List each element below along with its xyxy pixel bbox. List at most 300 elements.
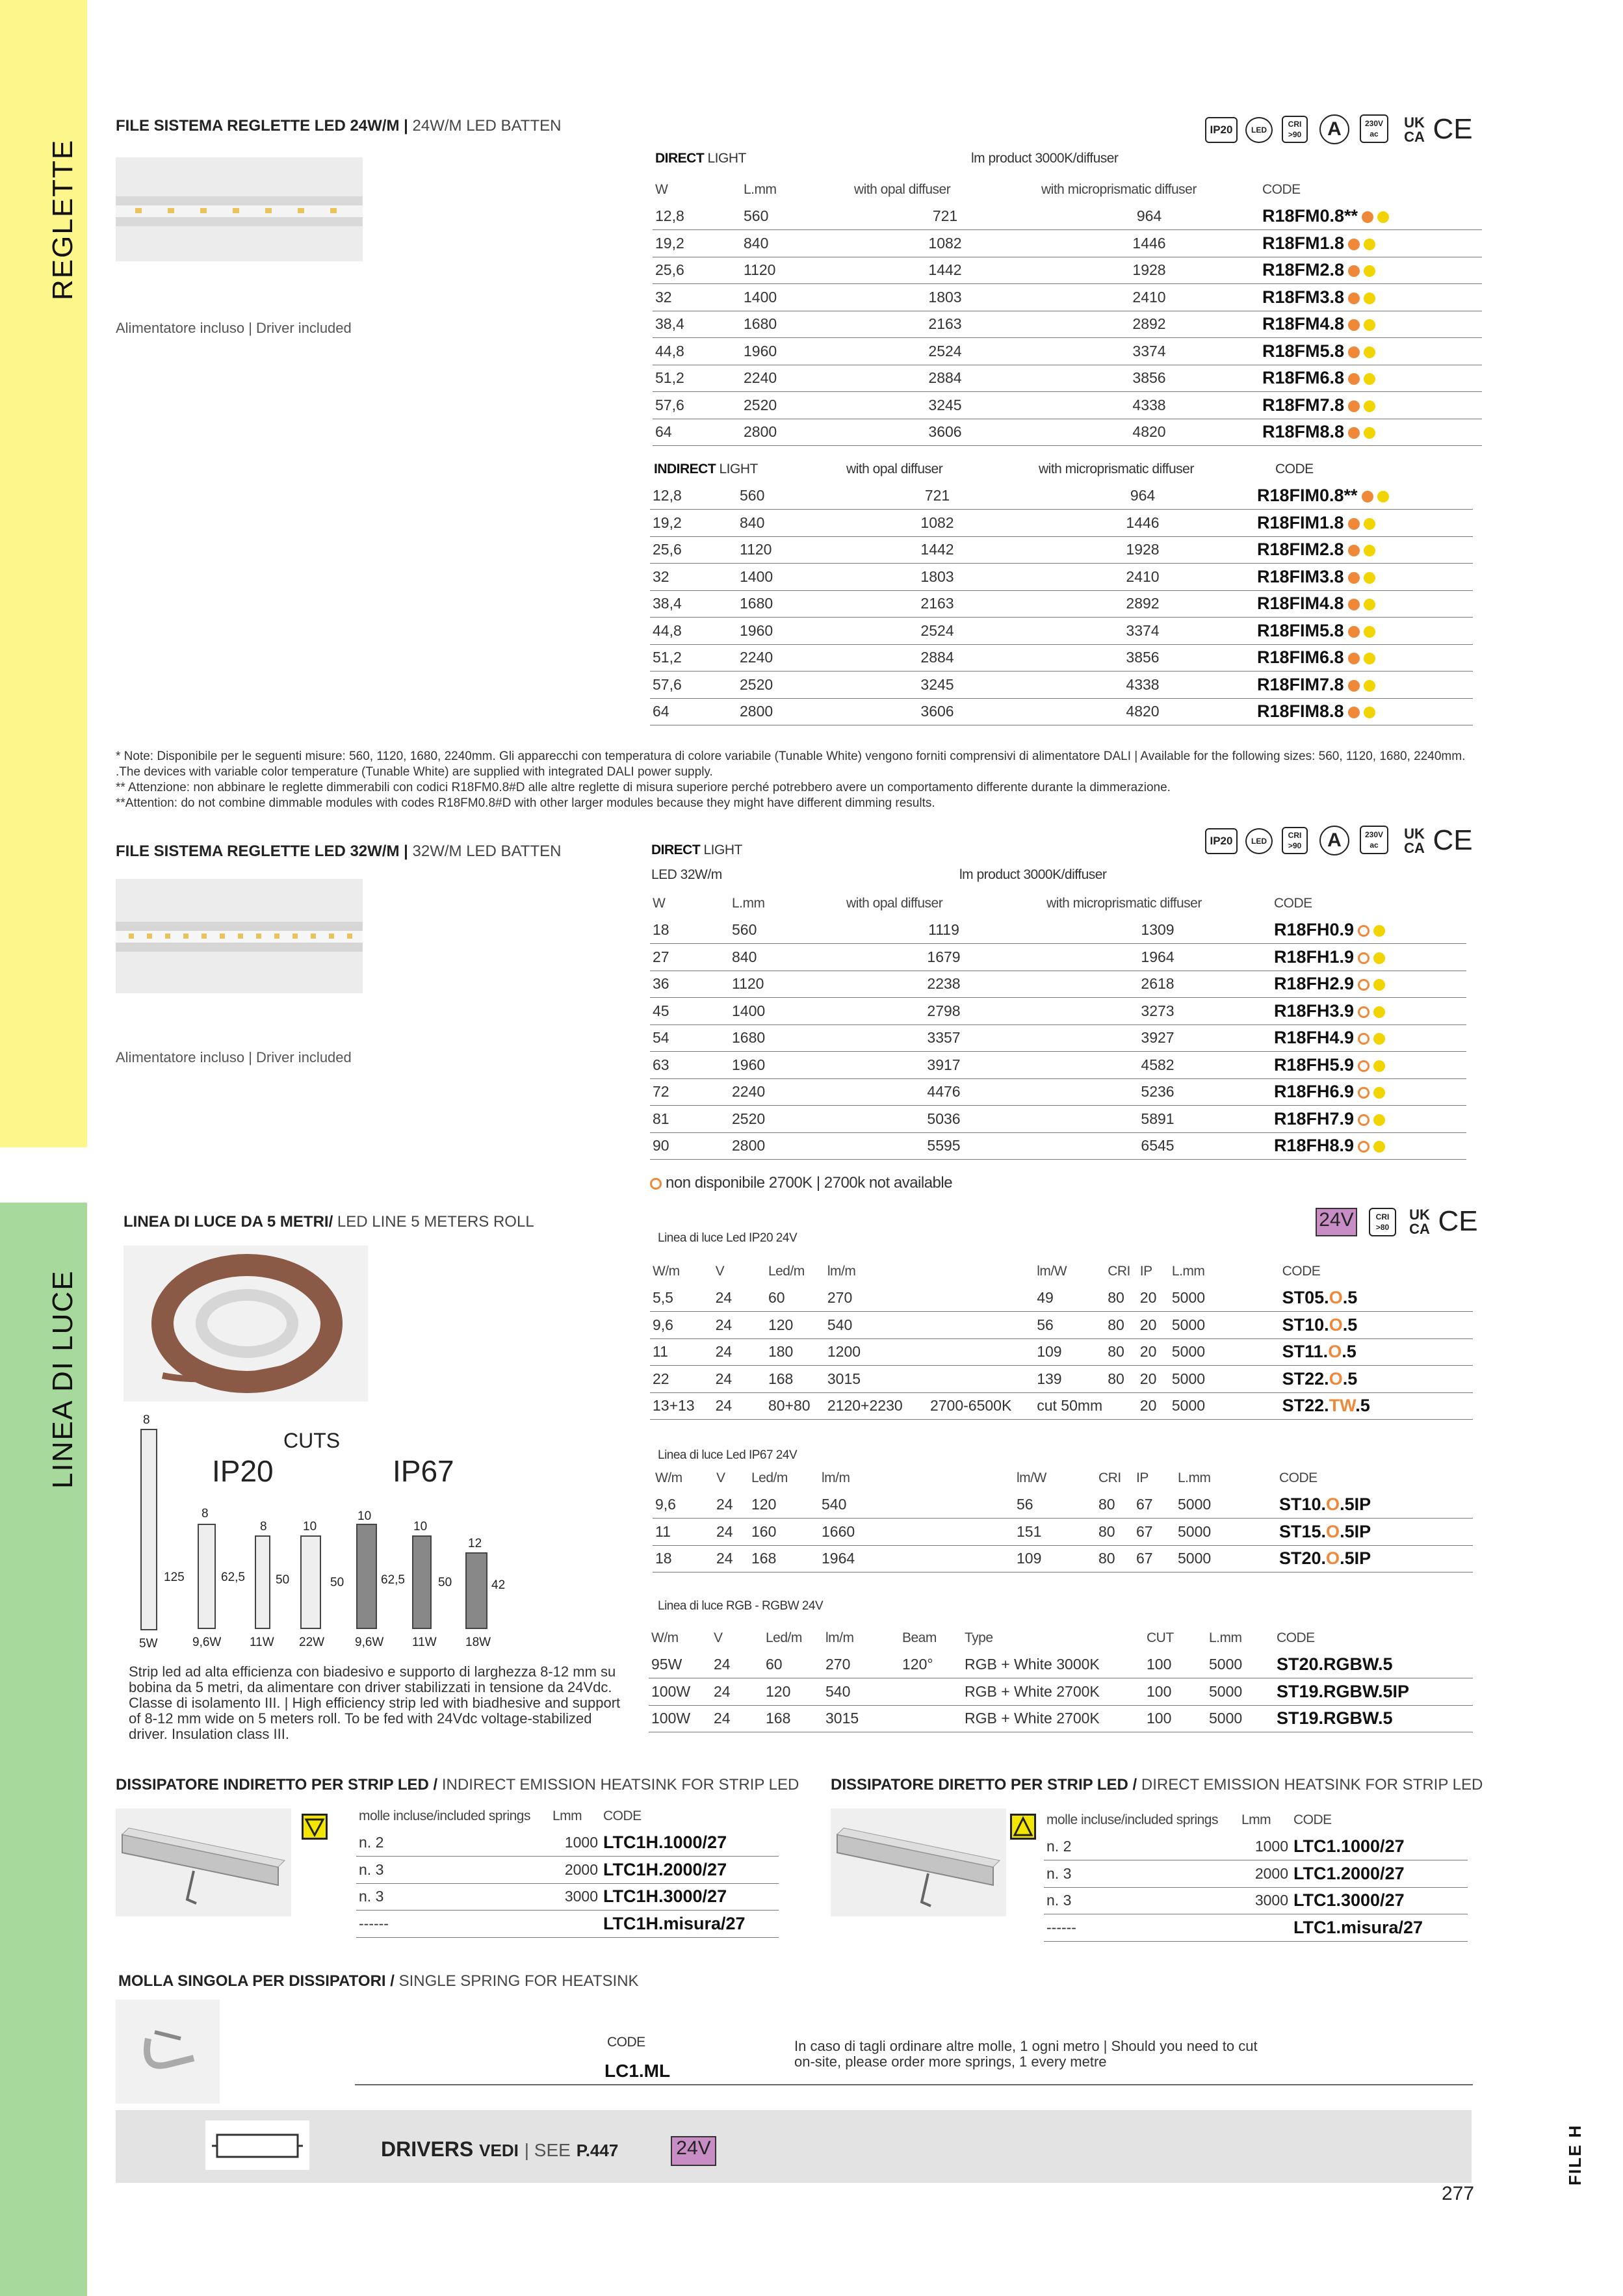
section1-direct-label: DIRECT LIGHT bbox=[655, 151, 746, 166]
cell-value: ------ bbox=[1046, 1918, 1076, 1936]
product-code: LTC1.misura/27 bbox=[1293, 1917, 1423, 1937]
cell-value: 2520 bbox=[744, 396, 777, 413]
cut-strip-18w-ip67 bbox=[465, 1552, 487, 1629]
cell-value: 5000 bbox=[1171, 1370, 1206, 1387]
cell-value: 5000 bbox=[1178, 1550, 1212, 1567]
cell-value: 80 bbox=[1108, 1316, 1124, 1333]
cell-value: RGB + White 2700K bbox=[965, 1710, 1100, 1727]
spring-image bbox=[116, 2000, 220, 2104]
cell-value: 27 bbox=[653, 948, 669, 965]
badge-ukca: UK CA bbox=[1404, 114, 1425, 145]
cell-value: 18 bbox=[653, 921, 669, 938]
cell-value: 25,6 bbox=[653, 541, 682, 558]
column-header: CODE bbox=[1277, 1630, 1315, 1645]
cell-value: 80 bbox=[1108, 1370, 1124, 1387]
hs-r-col-code: CODE bbox=[1293, 1812, 1332, 1827]
cell-value: 5,5 bbox=[653, 1289, 673, 1306]
cell-value: 560 bbox=[732, 921, 757, 938]
cell-value: 11 bbox=[655, 1522, 671, 1540]
circle-icon bbox=[1373, 925, 1385, 937]
cell-value: 540 bbox=[822, 1496, 847, 1513]
cut-length-j: 50 bbox=[276, 1573, 290, 1587]
circle-icon bbox=[1348, 680, 1360, 692]
cell-value: 160 bbox=[751, 1522, 777, 1540]
t2-label: Linea di luce Led IP67 24V bbox=[658, 1448, 798, 1462]
circle-icon bbox=[1364, 572, 1375, 584]
cut-width-c: 8 bbox=[260, 1520, 267, 1533]
cell-value: 3374 bbox=[1132, 342, 1166, 359]
cell-value: ------ bbox=[359, 1914, 389, 1932]
cell-value: 63 bbox=[653, 1056, 669, 1073]
circle-icon bbox=[1348, 400, 1360, 412]
cell-value: 3015 bbox=[827, 1370, 861, 1387]
cell-value: 6545 bbox=[1141, 1137, 1175, 1155]
section1-indirect-label: INDIRECT LIGHT bbox=[654, 462, 758, 476]
col-micro: with microprismatic diffuser bbox=[1041, 182, 1197, 197]
product-code: ST19.RGBW.5IP bbox=[1277, 1681, 1410, 1701]
product-code: R18FH7.9 bbox=[1274, 1108, 1355, 1128]
product-code-suffix: .5IP bbox=[1340, 1494, 1371, 1514]
cell-value: 3245 bbox=[928, 396, 962, 413]
cell-value: 57,6 bbox=[655, 396, 684, 413]
cell-value: 1960 bbox=[732, 1056, 766, 1073]
cell-value: 44,8 bbox=[655, 342, 684, 359]
cell-value: 3856 bbox=[1132, 369, 1166, 387]
circle-icon bbox=[1364, 239, 1375, 250]
badge-230v: 230V ac bbox=[1360, 114, 1388, 143]
cell-value: 20 bbox=[1139, 1316, 1157, 1333]
column-header: W/m bbox=[653, 1264, 680, 1279]
cell-value: 2618 bbox=[1141, 975, 1175, 993]
spring-code-header: CODE bbox=[607, 2035, 645, 2050]
cut-width-a: 8 bbox=[143, 1413, 150, 1427]
cell-value: 64 bbox=[653, 703, 669, 720]
cell-value: 1119 bbox=[928, 921, 959, 938]
drivers-page: P.447 bbox=[576, 2141, 619, 2160]
cell-value: 1400 bbox=[740, 567, 773, 585]
cell-value: 1680 bbox=[732, 1029, 766, 1047]
table-row bbox=[650, 482, 1473, 510]
cuts-title: CUTS bbox=[283, 1429, 341, 1452]
cell-value: RGB + White 3000K bbox=[965, 1656, 1100, 1673]
cell-value: 2892 bbox=[1132, 315, 1166, 333]
drivers-title: DRIVERS bbox=[381, 2137, 474, 2161]
cell-value: 5000 bbox=[1209, 1682, 1243, 1700]
cell-value: 51,2 bbox=[655, 369, 684, 387]
product-code: R18FH5.9 bbox=[1274, 1054, 1355, 1075]
table-row bbox=[650, 672, 1473, 699]
cut-strip-9-6w bbox=[198, 1524, 216, 1629]
badge-ukca-2: UK CA bbox=[1404, 826, 1425, 856]
led-roll-image bbox=[123, 1246, 368, 1402]
cell-value: 1082 bbox=[920, 514, 954, 531]
product-code: LTC1H.2000/27 bbox=[603, 1859, 727, 1879]
cell-value: 120 bbox=[766, 1682, 791, 1700]
sidebar-label-linea: LINEA DI LUCE bbox=[47, 1270, 79, 1489]
rgb-strip-table bbox=[649, 1625, 1473, 1732]
cell-value: 168 bbox=[751, 1550, 777, 1567]
cell-value: 721 bbox=[932, 207, 958, 224]
cell-value: 1803 bbox=[920, 567, 954, 585]
cell-value: 24 bbox=[714, 1710, 731, 1727]
hs-r-col-springs: molle incluse/included springs bbox=[1046, 1812, 1218, 1827]
table-row bbox=[653, 1545, 1473, 1572]
table-row bbox=[653, 1491, 1473, 1519]
table-row bbox=[653, 257, 1482, 284]
cell-value: 80 bbox=[1098, 1522, 1115, 1540]
cell-value: 4338 bbox=[1132, 396, 1166, 413]
cut-length-i: 62,5 bbox=[221, 1571, 245, 1584]
cell-value: 100W bbox=[651, 1682, 691, 1700]
product-code: R18FIM2.8 bbox=[1257, 540, 1344, 560]
cut-watt-7: 18W bbox=[465, 1636, 491, 1649]
ip67-label: IP67 bbox=[393, 1454, 454, 1488]
product-code: R18FM5.8 bbox=[1262, 341, 1345, 361]
cell-value: n. 3 bbox=[359, 1860, 384, 1878]
column-header: W/m bbox=[655, 1470, 682, 1485]
cell-value: 840 bbox=[744, 234, 769, 252]
circle-icon bbox=[1373, 1114, 1385, 1126]
badge-ip20-2: IP20 bbox=[1205, 828, 1238, 854]
cut-watt-1: 5W bbox=[139, 1637, 158, 1650]
cell-value: 3357 bbox=[927, 1029, 961, 1047]
cell-value: 540 bbox=[825, 1682, 851, 1700]
cell-value: 3927 bbox=[1141, 1029, 1175, 1047]
color-placeholder: O bbox=[1326, 1521, 1340, 1541]
column-header: CODE bbox=[1279, 1470, 1318, 1485]
cell-value: 1928 bbox=[1126, 541, 1160, 558]
cell-value: 1960 bbox=[744, 342, 777, 359]
cell-value: 67 bbox=[1136, 1550, 1153, 1567]
cut-watt-6: 11W bbox=[412, 1636, 437, 1649]
cut-length-h: 125 bbox=[164, 1571, 185, 1584]
product-code: R18FH1.9 bbox=[1274, 946, 1355, 967]
cell-value: 1680 bbox=[744, 315, 777, 333]
table-row bbox=[650, 644, 1473, 672]
cell-value: 2520 bbox=[740, 675, 773, 693]
cell-value: 56 bbox=[1017, 1496, 1033, 1513]
cell-value: 1679 bbox=[927, 948, 961, 965]
product-code: ST20.RGBW.5 bbox=[1277, 1654, 1393, 1674]
cell-value: 840 bbox=[732, 948, 757, 965]
cell-value: 57,6 bbox=[653, 675, 682, 693]
circle-icon bbox=[1364, 707, 1375, 718]
column-header: lm/W bbox=[1037, 1264, 1067, 1279]
cell-value: 1082 bbox=[928, 234, 962, 252]
cell-value: 2410 bbox=[1132, 288, 1166, 306]
s2-col-code: CODE bbox=[1274, 896, 1312, 911]
cell-value: 4338 bbox=[1126, 675, 1160, 693]
cell-value: 24 bbox=[716, 1550, 733, 1567]
s2-col-lmm: L.mm bbox=[732, 896, 765, 911]
badge-230v-2: 230V ac bbox=[1360, 826, 1388, 854]
cell-value: n. 3 bbox=[1046, 1892, 1072, 1909]
cell-value: 1200 bbox=[827, 1343, 861, 1361]
cell-value: 36 bbox=[653, 975, 669, 993]
product-code: R18FH4.9 bbox=[1274, 1028, 1355, 1048]
driver-icon bbox=[205, 2120, 309, 2170]
table-row bbox=[653, 1519, 1473, 1546]
cell-value: 12,8 bbox=[653, 487, 682, 504]
color-placeholder: O bbox=[1326, 1494, 1340, 1514]
product-code: ST19.RGBW.5 bbox=[1277, 1708, 1393, 1729]
product-code: R18FIM3.8 bbox=[1257, 566, 1344, 586]
cell-value: 2410 bbox=[1126, 567, 1160, 585]
cut-strip-11w-ip67 bbox=[412, 1535, 432, 1629]
cell-value: 2798 bbox=[927, 1002, 961, 1019]
column-header: Led/m bbox=[768, 1264, 805, 1279]
column-header: lm/W bbox=[1017, 1470, 1046, 1485]
cell-value: 19,2 bbox=[653, 514, 682, 531]
circle-icon bbox=[1358, 979, 1370, 991]
section2-sub-label: LED 32W/m bbox=[651, 867, 722, 882]
circle-icon bbox=[1358, 925, 1370, 937]
circle-icon bbox=[1362, 211, 1373, 223]
circle-icon bbox=[1364, 545, 1375, 556]
spring-code-rule bbox=[355, 2084, 1473, 2085]
product-code: R18FIM4.8 bbox=[1257, 594, 1344, 614]
cell-value: 540 bbox=[827, 1316, 853, 1333]
circle-icon bbox=[1364, 265, 1375, 277]
circle-icon bbox=[1348, 545, 1360, 556]
cell-value: 2000 bbox=[1254, 1864, 1288, 1882]
cell-value: 2524 bbox=[920, 621, 954, 639]
cut-watt-3: 11W bbox=[250, 1636, 274, 1649]
circle-icon bbox=[1358, 1033, 1370, 1045]
heatsink-indirect-title: DISSIPATORE INDIRETTO PER STRIP LED / INDIRECT EMISSION HEATSINK FOR STRIP LED bbox=[116, 1776, 799, 1794]
warning-icon-indirect bbox=[302, 1814, 328, 1840]
product-code: ST20. bbox=[1279, 1548, 1327, 1569]
badge-ce-2: CE bbox=[1433, 824, 1473, 856]
section1-indirect-micro-header: with microprismatic diffuser bbox=[1039, 462, 1194, 476]
badge-ce: CE bbox=[1433, 113, 1473, 145]
product-code-suffix: .5 bbox=[1355, 1396, 1370, 1416]
table-row bbox=[653, 203, 1482, 230]
cell-value: 721 bbox=[924, 487, 950, 504]
note-2: ** Attenzione: non abbinare le reglette dimmerabili con codici R18FM0.8#D alle altre reglette di misura superiore perché potrebbero avere un comportamento differente durante la dimmerazione. bbox=[116, 781, 1171, 794]
sidebar-label-file: FILE H bbox=[1565, 2124, 1585, 2185]
warning-icon-direct bbox=[1010, 1814, 1036, 1840]
product-code: R18FIM8.8 bbox=[1257, 701, 1344, 722]
ip67-strip-table bbox=[653, 1465, 1473, 1572]
cell-value: 1120 bbox=[732, 975, 764, 993]
cut-watt-2: 9,6W bbox=[192, 1636, 222, 1649]
circle-icon bbox=[1358, 1114, 1370, 1126]
badge-cri80: CRI >80 bbox=[1369, 1208, 1396, 1236]
drivers-link[interactable] bbox=[381, 2137, 618, 2161]
product-code: ST11. bbox=[1282, 1342, 1329, 1362]
cell-value: 45 bbox=[653, 1002, 669, 1019]
table-row bbox=[649, 1705, 1473, 1732]
cell-value: RGB + White 2700K bbox=[965, 1682, 1100, 1700]
circle-icon bbox=[1364, 346, 1375, 358]
cell-value: 24 bbox=[716, 1496, 733, 1513]
table-row bbox=[650, 1285, 1473, 1312]
product-code: R18FIM6.8 bbox=[1257, 647, 1344, 668]
cell-value: 25,6 bbox=[655, 261, 684, 279]
section1-caption: Alimentatore incluso | Driver included bbox=[116, 320, 352, 336]
cell-value: 100 bbox=[1147, 1682, 1172, 1700]
badge-led: LED bbox=[1245, 117, 1273, 143]
cell-value: 1446 bbox=[1132, 234, 1166, 252]
cell-value: 5000 bbox=[1209, 1710, 1243, 1727]
section1-lm-header: lm product 3000K/diffuser bbox=[971, 151, 1119, 166]
cell-value: 1680 bbox=[740, 595, 773, 612]
cell-value: 12,8 bbox=[655, 207, 684, 224]
cell-value: 38,4 bbox=[655, 315, 684, 333]
hs-l-col-springs: molle incluse/included springs bbox=[359, 1808, 530, 1823]
table-row bbox=[650, 510, 1473, 537]
cell-value: 2892 bbox=[1126, 595, 1160, 612]
product-code: R18FM2.8 bbox=[1262, 260, 1345, 280]
cell-value: 3000 bbox=[1254, 1892, 1288, 1909]
circle-icon bbox=[1373, 1033, 1385, 1045]
cut-length-m: 50 bbox=[438, 1576, 452, 1589]
cell-value: 270 bbox=[827, 1289, 853, 1306]
column-header: CUT bbox=[1147, 1630, 1174, 1645]
product-code: R18FIM0.8** bbox=[1257, 486, 1358, 505]
table-row bbox=[653, 365, 1482, 392]
cell-value: 20 bbox=[1139, 1289, 1157, 1306]
column-header: Beam bbox=[902, 1630, 937, 1645]
table-row bbox=[653, 392, 1482, 419]
table-row bbox=[356, 1911, 779, 1938]
cell-value: 120 bbox=[768, 1316, 794, 1333]
circle-icon bbox=[1364, 599, 1375, 610]
circle-icon bbox=[1358, 1141, 1370, 1153]
spring-note: In caso di tagli ordinare altre molle, 1 ogni metro | Should you need to cut on-site, please order more springs, 1 every metre bbox=[794, 2038, 1258, 2070]
circle-icon bbox=[1348, 707, 1360, 718]
cell-value: 3245 bbox=[920, 675, 954, 693]
cut-strip-22w bbox=[300, 1535, 321, 1629]
table-row bbox=[653, 284, 1482, 311]
table-row bbox=[650, 1106, 1466, 1133]
col-w: W bbox=[655, 182, 668, 197]
cell-value: 18 bbox=[655, 1550, 672, 1567]
cell-value: 51,2 bbox=[653, 649, 682, 666]
drivers-bar bbox=[116, 2110, 1472, 2183]
table-row bbox=[650, 1024, 1466, 1052]
cell-value: 24 bbox=[715, 1289, 733, 1306]
cell-value: 151 bbox=[1017, 1522, 1042, 1540]
cell-value: 2884 bbox=[920, 649, 954, 666]
table-row bbox=[356, 1857, 779, 1884]
t3-label: Linea di luce RGB - RGBW 24V bbox=[658, 1599, 824, 1613]
cut-length-l: 62,5 bbox=[381, 1573, 405, 1587]
cell-value: 95W bbox=[651, 1656, 682, 1673]
circle-icon bbox=[1358, 1006, 1370, 1018]
product-code: R18FH0.9 bbox=[1274, 920, 1355, 939]
cell-value: 3606 bbox=[928, 423, 962, 441]
badge-cri90: CRI >90 bbox=[1282, 116, 1308, 143]
badge-ip20: IP20 bbox=[1205, 117, 1238, 143]
badge-energy-2: A bbox=[1319, 826, 1349, 855]
cell-value: 80 bbox=[1098, 1496, 1115, 1513]
cut-watt-4: 22W bbox=[299, 1636, 325, 1649]
circle-icon bbox=[1364, 427, 1375, 439]
badge-ukca-3: UK CA bbox=[1409, 1207, 1430, 1237]
cell-value: 90 bbox=[653, 1137, 669, 1155]
product-code-suffix: .5 bbox=[1342, 1314, 1358, 1335]
t1-label: Linea di luce Led IP20 24V bbox=[658, 1231, 798, 1245]
drivers-vedi: VEDI bbox=[479, 2141, 519, 2160]
product-code: R18FH3.9 bbox=[1274, 1000, 1355, 1021]
cell-value: 270 bbox=[825, 1656, 851, 1673]
cut-strip-5w bbox=[140, 1429, 157, 1630]
section1-title: FILE SISTEMA REGLETTE LED 24W/M | 24W/M LED BATTEN bbox=[116, 117, 562, 135]
cell-value: 2240 bbox=[732, 1083, 766, 1101]
table-row bbox=[650, 1392, 1473, 1420]
cell-value: 56 bbox=[1037, 1316, 1054, 1333]
column-header: L.mm bbox=[1171, 1264, 1205, 1279]
color-placeholder: O bbox=[1326, 1548, 1340, 1569]
cell-value: 560 bbox=[744, 207, 769, 224]
section3-title: LINEA DI LUCE DA 5 METRI/ LED LINE 5 METERS ROLL bbox=[123, 1213, 534, 1231]
col-code: CODE bbox=[1262, 182, 1301, 197]
product-code-suffix: .5IP bbox=[1340, 1548, 1371, 1569]
cell-value: cut 50mm bbox=[1037, 1397, 1103, 1415]
circle-icon bbox=[1358, 1060, 1370, 1072]
cell-value: 5236 bbox=[1141, 1083, 1175, 1101]
cell-value: 1964 bbox=[822, 1550, 855, 1567]
cell-value: 4582 bbox=[1141, 1056, 1175, 1073]
cell-value: 49 bbox=[1037, 1289, 1054, 1306]
product-code: ST15. bbox=[1279, 1521, 1327, 1541]
cell-value: 3374 bbox=[1126, 621, 1160, 639]
cell-value: 2524 bbox=[928, 342, 962, 359]
drivers-see: | SEE bbox=[524, 2140, 571, 2160]
product-code-suffix: .5 bbox=[1342, 1342, 1357, 1362]
cell-value: 3917 bbox=[927, 1056, 961, 1073]
cell-value: 32 bbox=[655, 288, 672, 306]
section2-lm-header: lm product 3000K/diffuser bbox=[959, 867, 1107, 882]
cell-value: 168 bbox=[766, 1710, 791, 1727]
product-code: ST22. bbox=[1282, 1368, 1329, 1389]
column-header: CRI bbox=[1108, 1264, 1130, 1279]
cell-value: 24 bbox=[714, 1656, 731, 1673]
cell-value: 80 bbox=[1098, 1550, 1115, 1567]
circle-icon bbox=[1348, 599, 1360, 610]
cell-value: 2163 bbox=[920, 595, 954, 612]
cut-width-f: 10 bbox=[413, 1520, 428, 1533]
cell-value: 3015 bbox=[825, 1710, 859, 1727]
cell-value: 20 bbox=[1139, 1397, 1157, 1415]
cut-strip-9-6w-ip67 bbox=[356, 1524, 377, 1629]
circle-icon bbox=[1373, 1141, 1385, 1153]
product-code: R18FM1.8 bbox=[1262, 233, 1345, 253]
cell-value: 1400 bbox=[744, 288, 777, 306]
cell-value: 100W bbox=[651, 1710, 691, 1727]
heatsink-direct-table bbox=[1044, 1807, 1468, 1942]
column-header: L.mm bbox=[1209, 1630, 1242, 1645]
product-code: LTC1.2000/27 bbox=[1293, 1863, 1405, 1883]
hs-l-col-code: CODE bbox=[603, 1808, 642, 1823]
table-row bbox=[1044, 1860, 1468, 1888]
product-code: R18FM8.8 bbox=[1262, 422, 1345, 442]
cell-value: 2120+2230 bbox=[827, 1397, 903, 1415]
cell-value: 1400 bbox=[732, 1002, 766, 1019]
column-header: V bbox=[714, 1630, 723, 1645]
circle-icon bbox=[1364, 400, 1375, 412]
cell-value: 120° bbox=[902, 1656, 933, 1673]
hs-l-col-lmm: Lmm bbox=[552, 1808, 582, 1823]
product-code: R18FH2.9 bbox=[1274, 974, 1355, 994]
table-row bbox=[649, 1651, 1473, 1678]
table-row bbox=[1044, 1833, 1468, 1860]
table-row bbox=[650, 1338, 1473, 1366]
column-header: Type bbox=[965, 1630, 993, 1645]
circle-icon bbox=[1348, 293, 1360, 304]
